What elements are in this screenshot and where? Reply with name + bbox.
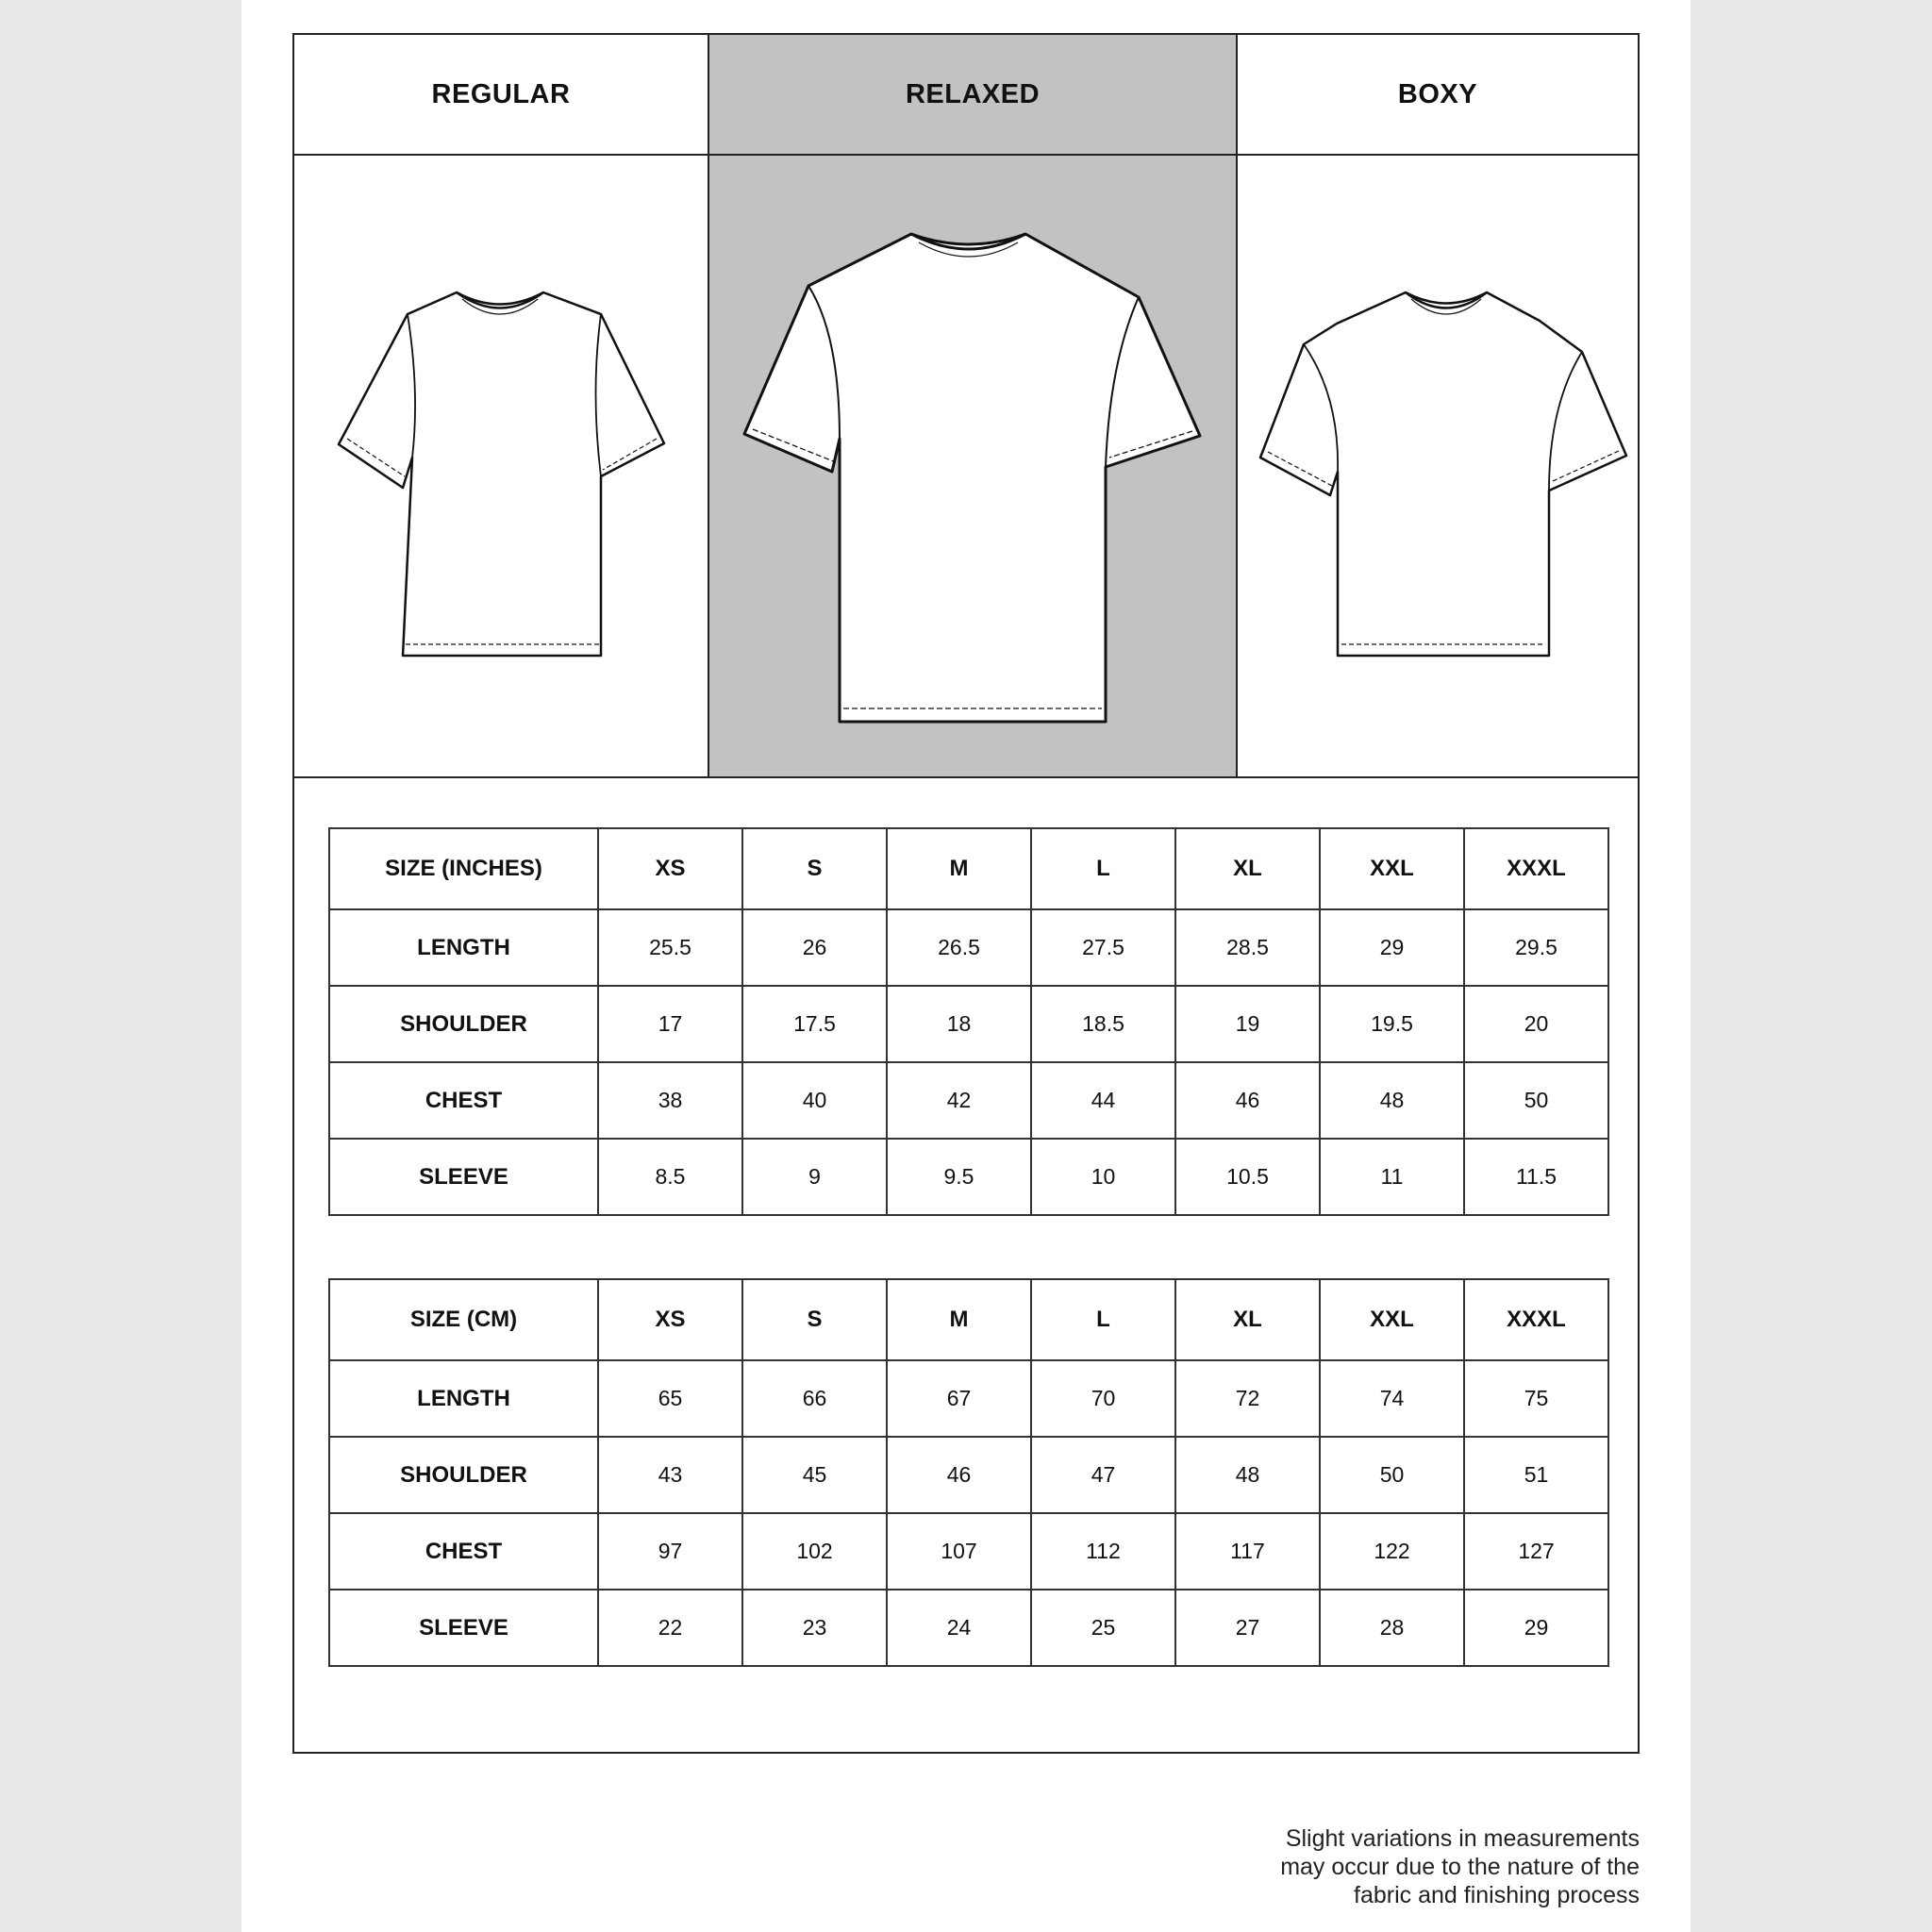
fit-image-relaxed <box>709 156 1236 776</box>
size-table-cm <box>328 1278 1609 1667</box>
row-label: SHOULDER <box>329 1437 598 1513</box>
fit-image-boxy <box>1236 156 1638 776</box>
table-cell: 70 <box>1031 1360 1175 1437</box>
table-header-cell: S <box>742 1279 887 1360</box>
table-header-cell: M <box>887 1279 1031 1360</box>
measurement-note <box>1149 1824 1640 1909</box>
table-row <box>329 1360 1608 1437</box>
table-cell: 18.5 <box>1031 986 1175 1062</box>
table-cell: 127 <box>1464 1513 1608 1590</box>
table-cell: 19.5 <box>1320 986 1464 1062</box>
table-header-cell: XL <box>1175 828 1320 909</box>
tshirt-boxy-icon <box>1238 156 1638 776</box>
table-cell: 107 <box>887 1513 1031 1590</box>
table-cell: 67 <box>887 1360 1031 1437</box>
row-label: SLEEVE <box>329 1590 598 1666</box>
table-cell: 10.5 <box>1175 1139 1320 1215</box>
table-cell: 10 <box>1031 1139 1175 1215</box>
table-cell: 23 <box>742 1590 887 1666</box>
table-cell: 72 <box>1175 1360 1320 1437</box>
table-cell: 9.5 <box>887 1139 1031 1215</box>
table-cell: 66 <box>742 1360 887 1437</box>
table-row <box>329 909 1608 986</box>
table-cell: 47 <box>1031 1437 1175 1513</box>
table-cell: 25 <box>1031 1590 1175 1666</box>
table-cell: 28.5 <box>1175 909 1320 986</box>
table-header-cell: L <box>1031 1279 1175 1360</box>
table-header-cell: L <box>1031 828 1175 909</box>
table-cell: 102 <box>742 1513 887 1590</box>
fit-label-relaxed: RELAXED <box>709 35 1236 154</box>
table-cell: 44 <box>1031 1062 1175 1139</box>
table-cell: 40 <box>742 1062 887 1139</box>
table-cell: 48 <box>1175 1437 1320 1513</box>
table-cell: 24 <box>887 1590 1031 1666</box>
table-cell: 17.5 <box>742 986 887 1062</box>
table-cell: 17 <box>598 986 742 1062</box>
table-header-cell: SIZE (INCHES) <box>329 828 598 909</box>
table-cell: 8.5 <box>598 1139 742 1215</box>
table-cell: 97 <box>598 1513 742 1590</box>
table-cell: 51 <box>1464 1437 1608 1513</box>
fit-label-regular: REGULAR <box>294 35 709 154</box>
row-label: SHOULDER <box>329 986 598 1062</box>
table-cell: 46 <box>1175 1062 1320 1139</box>
table-cell: 11.5 <box>1464 1139 1608 1215</box>
table-cell: 29 <box>1464 1590 1608 1666</box>
table-cell: 38 <box>598 1062 742 1139</box>
table-cell: 75 <box>1464 1360 1608 1437</box>
table-cell: 19 <box>1175 986 1320 1062</box>
table-cell: 46 <box>887 1437 1031 1513</box>
note-line: fabric and finishing process <box>1354 1882 1640 1908</box>
fit-header-row <box>294 35 1638 156</box>
table-row <box>329 1437 1608 1513</box>
table-cell: 122 <box>1320 1513 1464 1590</box>
size-table-inches <box>328 827 1609 1216</box>
table-header-cell: XXL <box>1320 828 1464 909</box>
note-line: Slight variations in measurements <box>1285 1825 1640 1852</box>
table-cell: 117 <box>1175 1513 1320 1590</box>
table-header-row <box>329 828 1608 909</box>
table-cell: 28 <box>1320 1590 1464 1666</box>
table-header-cell: XL <box>1175 1279 1320 1360</box>
note-line: may occur due to the nature of the <box>1280 1854 1640 1880</box>
table-header-cell: XXL <box>1320 1279 1464 1360</box>
table-header-cell: XXXL <box>1464 828 1608 909</box>
table-row <box>329 1590 1608 1666</box>
table-header-cell: SIZE (CM) <box>329 1279 598 1360</box>
table-cell: 65 <box>598 1360 742 1437</box>
tshirt-regular-icon <box>294 156 708 776</box>
table-cell: 11 <box>1320 1139 1464 1215</box>
table-cell: 112 <box>1031 1513 1175 1590</box>
table-row <box>329 1139 1608 1215</box>
table-cell: 29.5 <box>1464 909 1608 986</box>
table-cell: 42 <box>887 1062 1031 1139</box>
row-label: SLEEVE <box>329 1139 598 1215</box>
table-cell: 29 <box>1320 909 1464 986</box>
table-cell: 22 <box>598 1590 742 1666</box>
table-cell: 50 <box>1320 1437 1464 1513</box>
table-cell: 43 <box>598 1437 742 1513</box>
table-header-cell: XS <box>598 828 742 909</box>
table-cell: 20 <box>1464 986 1608 1062</box>
table-header-cell: S <box>742 828 887 909</box>
fit-images-row <box>294 156 1638 778</box>
table-header-row <box>329 1279 1608 1360</box>
table-cell: 74 <box>1320 1360 1464 1437</box>
table-cell: 48 <box>1320 1062 1464 1139</box>
table-cell: 25.5 <box>598 909 742 986</box>
table-header-cell: XS <box>598 1279 742 1360</box>
row-label: CHEST <box>329 1062 598 1139</box>
fit-image-regular <box>294 156 709 776</box>
table-row <box>329 1513 1608 1590</box>
size-guide-frame <box>292 33 1640 1754</box>
table-cell: 9 <box>742 1139 887 1215</box>
tshirt-relaxed-icon <box>709 156 1236 776</box>
table-cell: 27 <box>1175 1590 1320 1666</box>
table-row <box>329 986 1608 1062</box>
fit-label-boxy: BOXY <box>1236 35 1638 154</box>
table-header-cell: M <box>887 828 1031 909</box>
table-cell: 45 <box>742 1437 887 1513</box>
table-row <box>329 1062 1608 1139</box>
table-cell: 26 <box>742 909 887 986</box>
table-header-cell: XXXL <box>1464 1279 1608 1360</box>
table-cell: 26.5 <box>887 909 1031 986</box>
table-cell: 18 <box>887 986 1031 1062</box>
table-cell: 50 <box>1464 1062 1608 1139</box>
row-label: LENGTH <box>329 1360 598 1437</box>
row-label: CHEST <box>329 1513 598 1590</box>
table-cell: 27.5 <box>1031 909 1175 986</box>
row-label: LENGTH <box>329 909 598 986</box>
